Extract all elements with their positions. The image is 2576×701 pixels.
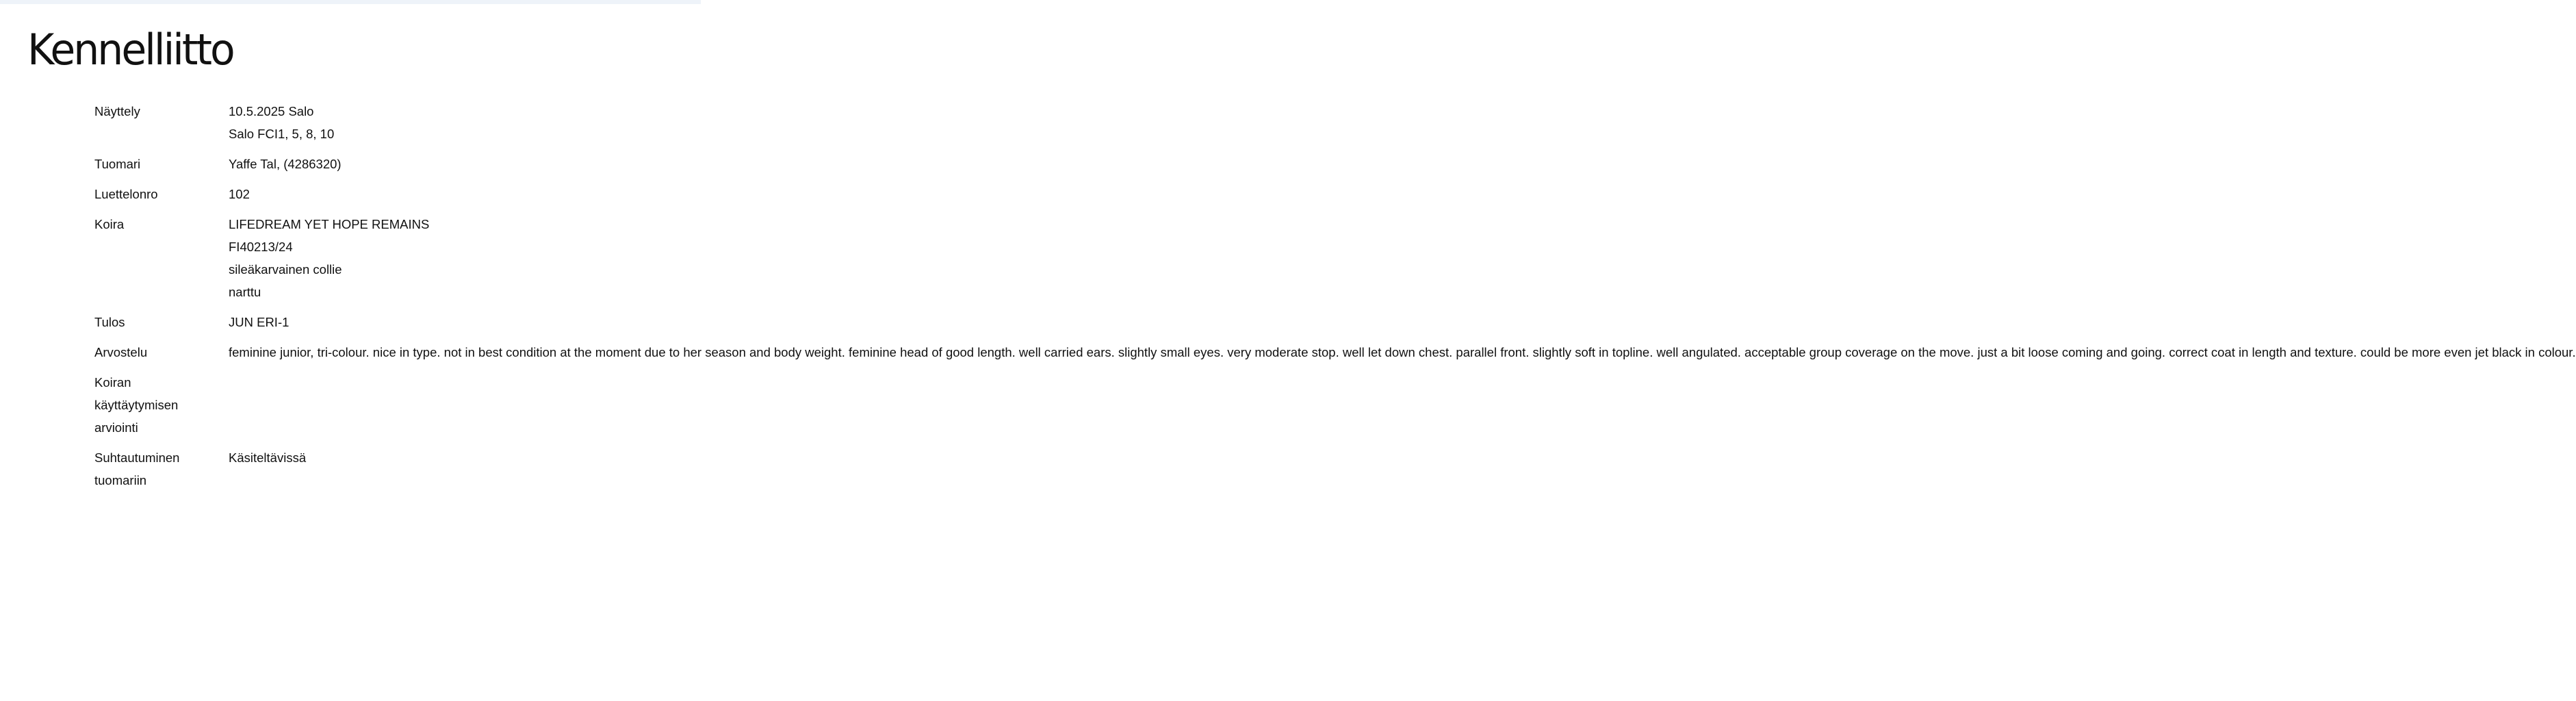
result-label: Tulos: [94, 315, 125, 329]
result-grade: JUN ERI-1: [229, 315, 289, 329]
attitude-result: Käsiteltävissä: [229, 450, 307, 465]
attitude-row: [94, 446, 683, 492]
catalog-label: Luettelonro: [94, 187, 158, 201]
kennelliitto-logo: Kennelliitto: [27, 25, 233, 75]
attitude-value: [229, 446, 683, 492]
judge-row: [94, 153, 683, 175]
dog-value: [229, 213, 683, 303]
critique-value: [229, 341, 2576, 364]
attitude-label-line: tuomariin: [94, 473, 147, 487]
show-value: [229, 100, 683, 145]
behaviour-row: [94, 371, 683, 439]
show-result-record: [94, 100, 2576, 499]
dog-label: Koira: [94, 217, 125, 231]
result-value: [229, 311, 683, 333]
result-row: [94, 311, 683, 333]
behaviour-label-line: Koiran: [94, 375, 131, 390]
show-date-place: 10.5.2025 Salo: [229, 104, 314, 118]
show-label: Näyttely: [94, 104, 140, 118]
show-groups: Salo FCI1, 5, 8, 10: [229, 127, 335, 141]
attitude-label: [94, 446, 229, 492]
dog-breed: sileäkarvainen collie: [229, 262, 342, 277]
critique-row: [94, 341, 2576, 364]
show-row: [94, 100, 683, 145]
catalog-number: 102: [229, 187, 250, 201]
behaviour-label-line: käyttäytymisen: [94, 398, 179, 412]
catalog-value: [229, 183, 683, 205]
top-strip: [0, 0, 701, 4]
dog-reg-no: FI40213/24: [229, 240, 293, 254]
attitude-label-line: Suhtautuminen: [94, 450, 180, 465]
dog-sex: narttu: [229, 285, 261, 299]
critique-label: Arvostelu: [94, 345, 148, 359]
catalog-row: [94, 183, 683, 205]
judge-name: Yaffe Tal, (4286320): [229, 157, 342, 171]
dog-row: [94, 213, 683, 303]
dog-name: LIFEDREAM YET HOPE REMAINS: [229, 217, 430, 231]
judge-value: [229, 153, 683, 175]
critique-text: feminine junior, tri-colour. nice in type. not in best condition at the moment due to her season and body weight. feminine head of good length. well carried ears. slightly small eyes. very moderate stop. well let down chest. parallel front. slightly soft in topline. well angulated. acceptable group coverage on the move. just a bit loose coming and going. correct coat in length and texture. could be more even jet black in colour.: [229, 345, 2576, 359]
behaviour-value: [229, 371, 683, 439]
behaviour-label: [94, 371, 229, 439]
judge-label: Tuomari: [94, 157, 141, 171]
behaviour-label-line: arviointi: [94, 420, 138, 435]
